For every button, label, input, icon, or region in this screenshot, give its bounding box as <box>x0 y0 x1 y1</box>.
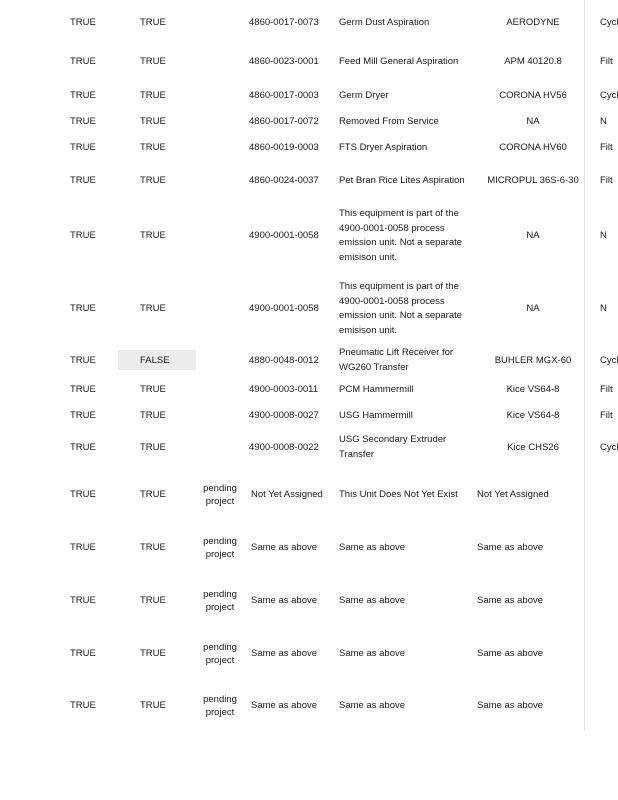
control-equipment-model: NA <box>526 230 540 241</box>
unit-description: This Unit Does Not Yet Exist <box>339 489 458 500</box>
unit-description: Feed Mill General Aspiration <box>339 56 459 67</box>
control-type-truncated: Filt <box>600 142 613 153</box>
control-type-truncated: Filt <box>600 384 613 395</box>
status-flag-b: TRUE <box>140 542 166 553</box>
status-flag-b: TRUE <box>140 56 166 67</box>
control-equipment-model: Not Yet Assigned <box>477 489 549 500</box>
status-flag-a: TRUE <box>70 384 96 395</box>
unit-description: This equipment is part of the 4900-0001-0058 process emission unit. Not a separate emisison unit. <box>339 281 463 336</box>
status-flag-b: TRUE <box>140 489 166 500</box>
unit-id: 4860-0023-0001 <box>249 56 319 67</box>
control-type-truncated: N <box>600 116 607 127</box>
control-equipment-model: Same as above <box>477 542 544 553</box>
status-flag-a: TRUE <box>70 116 96 127</box>
unit-description: Same as above <box>339 542 406 553</box>
status-flag-a: TRUE <box>70 700 96 711</box>
control-type-truncated: Cycl <box>600 355 618 366</box>
status-flag-a: TRUE <box>70 17 96 28</box>
status-flag-b: TRUE <box>140 384 166 395</box>
status-flag-b: TRUE <box>140 90 166 101</box>
status-flag-b: TRUE <box>140 303 166 314</box>
control-type-truncated: Filt <box>600 175 613 186</box>
control-type-truncated: Filt <box>600 56 613 67</box>
status-flag-b: TRUE <box>140 442 166 453</box>
status-flag-a: TRUE <box>70 56 96 67</box>
status-flag-b: TRUE <box>140 230 166 241</box>
status-flag-a: TRUE <box>70 595 96 606</box>
unit-description: Same as above <box>339 595 406 606</box>
status-flag-b: TRUE <box>140 17 166 28</box>
unit-description: Removed From Service <box>339 116 439 127</box>
unit-id: 4900-0003-0011 <box>249 384 319 395</box>
project-status: pending project <box>203 536 237 560</box>
status-flag-a: TRUE <box>70 648 96 659</box>
status-flag-b: TRUE <box>140 595 166 606</box>
status-flag-b: TRUE <box>140 700 166 711</box>
status-flag-b: TRUE <box>140 410 166 421</box>
unit-id: Same as above <box>251 542 318 553</box>
unit-description: Germ Dust Aspiration <box>339 17 430 28</box>
control-type-truncated: Cycl <box>600 90 618 101</box>
status-flag-b: TRUE <box>140 175 166 186</box>
status-flag-a: TRUE <box>70 90 96 101</box>
unit-id: Not Yet Assigned <box>251 489 323 500</box>
unit-description: Pneumatic Lift Receiver for WG260 Transfer <box>339 347 454 373</box>
unit-description: This equipment is part of the 4900-0001-0058 process emission unit. Not a separate emisison unit. <box>339 208 463 263</box>
status-flag-b: FALSE <box>140 355 170 366</box>
control-equipment-model: Same as above <box>477 595 544 606</box>
status-flag-b: TRUE <box>140 648 166 659</box>
status-flag-a: TRUE <box>70 542 96 553</box>
control-equipment-model: Same as above <box>477 648 544 659</box>
unit-description: Same as above <box>339 648 406 659</box>
project-status: pending project <box>203 589 237 613</box>
status-flag-a: TRUE <box>70 355 96 366</box>
project-status: pending project <box>203 694 237 718</box>
unit-id: 4860-0024-0037 <box>249 175 319 186</box>
unit-description: FTS Dryer Aspiration <box>339 142 428 153</box>
control-equipment-model: CORONA HV60 <box>499 142 567 153</box>
status-flag-a: TRUE <box>70 410 96 421</box>
unit-description: PCM Hammermill <box>339 384 414 395</box>
control-type-truncated: Cycl <box>600 442 618 453</box>
status-flag-b: TRUE <box>140 116 166 127</box>
unit-id: 4900-0001-0058 <box>249 303 319 314</box>
unit-description: Pet Bran Rice Lites Aspiration <box>339 175 465 186</box>
status-flag-a: TRUE <box>70 489 96 500</box>
control-equipment-model: APM 40120.8 <box>504 56 562 67</box>
project-status: pending project <box>203 642 237 666</box>
unit-description: USG Secondary Extruder Transfer <box>339 434 447 460</box>
control-equipment-model: Kice CHS26 <box>507 442 559 453</box>
unit-id: Same as above <box>251 595 318 606</box>
unit-id: Same as above <box>251 700 318 711</box>
control-equipment-model: MICROPUL 36S-6-30 <box>487 175 579 186</box>
control-type-truncated: N <box>600 303 607 314</box>
control-equipment-model: Kice VS64-8 <box>506 384 560 395</box>
control-equipment-model: NA <box>526 303 540 314</box>
unit-id: Same as above <box>251 648 318 659</box>
unit-description: Same as above <box>339 700 406 711</box>
status-flag-a: TRUE <box>70 175 96 186</box>
unit-description: Germ Dryer <box>339 90 389 101</box>
unit-description: USG Hammermill <box>339 410 413 421</box>
control-type-truncated: Filt <box>600 410 613 421</box>
unit-id: 4900-0001-0058 <box>249 230 319 241</box>
control-equipment-model: CORONA HV56 <box>499 90 567 101</box>
status-flag-a: TRUE <box>70 303 96 314</box>
control-equipment-model: Same as above <box>477 700 544 711</box>
control-equipment-model: AERODYNE <box>506 17 560 28</box>
status-flag-a: TRUE <box>70 230 96 241</box>
unit-id: 4860-0017-0073 <box>249 17 319 28</box>
status-flag-a: TRUE <box>70 442 96 453</box>
status-flag-b: TRUE <box>140 142 166 153</box>
unit-id: 4900-0008-0022 <box>249 442 319 453</box>
control-type-truncated: N <box>600 230 607 241</box>
unit-id: 4860-0019-0003 <box>249 142 319 153</box>
control-equipment-model: NA <box>526 116 540 127</box>
unit-id: 4880-0048-0012 <box>249 355 319 366</box>
unit-id: 4860-0017-0072 <box>249 116 319 127</box>
control-equipment-model: BUHLER MGX-60 <box>494 355 572 366</box>
control-equipment-model: Kice VS64-8 <box>506 410 560 421</box>
status-flag-a: TRUE <box>70 142 96 153</box>
unit-id: 4900-0008-0027 <box>249 410 319 421</box>
project-status: pending project <box>203 483 237 507</box>
control-type-truncated: Cycl <box>600 17 618 28</box>
unit-id: 4860-0017-0003 <box>249 90 319 101</box>
